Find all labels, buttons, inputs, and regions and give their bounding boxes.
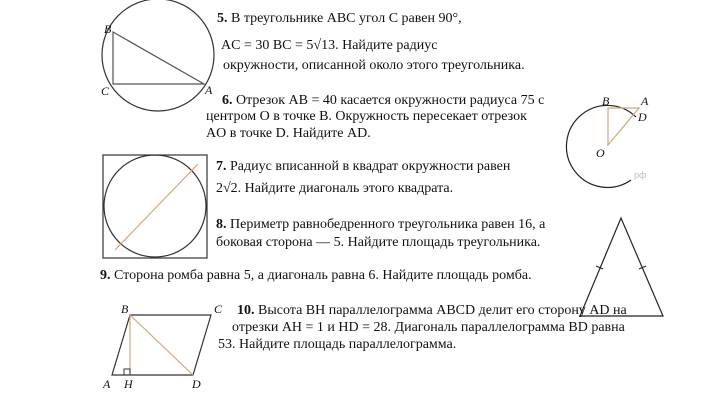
label-c: C	[214, 302, 223, 316]
problem-7: 7. Радиус вписанной в квадрат окружности равен	[216, 159, 511, 174]
problem-8: 8. Периметр равнобедренного треугольника равен 16, а	[216, 217, 546, 232]
watermark: рф	[634, 170, 647, 180]
label-h: H	[124, 377, 133, 391]
problem-6-line-3: AO в точке D. Найдите AD.	[206, 126, 371, 141]
label-c: C	[101, 84, 110, 98]
label-d: D	[638, 110, 647, 124]
label-a: A	[205, 83, 213, 97]
problem-10: 10. Высота BH параллелограмма ABCD делит его сторону AD на	[237, 303, 627, 318]
problem-5-line-3: окружности, описанной около этого треугольника.	[223, 58, 525, 73]
parallelogram-figure	[102, 302, 223, 391]
problem-8-line-2: боковая сторона — 5. Найдите площадь треугольника.	[216, 235, 541, 250]
problem-6: 6. Отрезок AB = 40 касается окружности радиуса 75 с	[222, 93, 545, 108]
label-b: B	[602, 94, 610, 108]
problem-10-line-2: отрезки AH = 1 и HD = 28. Диагональ параллелограмма BD равна	[232, 320, 625, 335]
problem-5-line-2: AC = 30 BC = 5√13. Найдите радиус	[221, 38, 438, 53]
label-b: B	[121, 302, 129, 316]
circumscribed-circle-figure	[101, 0, 214, 111]
label-o: O	[596, 146, 605, 160]
label-d: D	[192, 377, 201, 391]
label-a: A	[641, 94, 649, 108]
problem-5: 5. В треугольнике ABC угол C равен 90°,	[217, 11, 462, 26]
problem-9: 9. Сторона ромба равна 5, а диагональ равна 6. Найдите площадь ромба.	[100, 268, 532, 283]
label-b: B	[104, 22, 112, 36]
label-a: A	[103, 377, 111, 391]
problem-6-line-2: центром O в точке B. Окружность пересекает отрезок	[206, 109, 527, 124]
tangent-circle-figure	[566, 94, 649, 187]
problem-10-line-3: 53. Найдите площадь параллелограмма.	[218, 337, 457, 352]
problem-7-line-2: 2√2. Найдите диагональ этого квадрата.	[216, 181, 454, 196]
inscribed-square-figure	[103, 155, 207, 258]
